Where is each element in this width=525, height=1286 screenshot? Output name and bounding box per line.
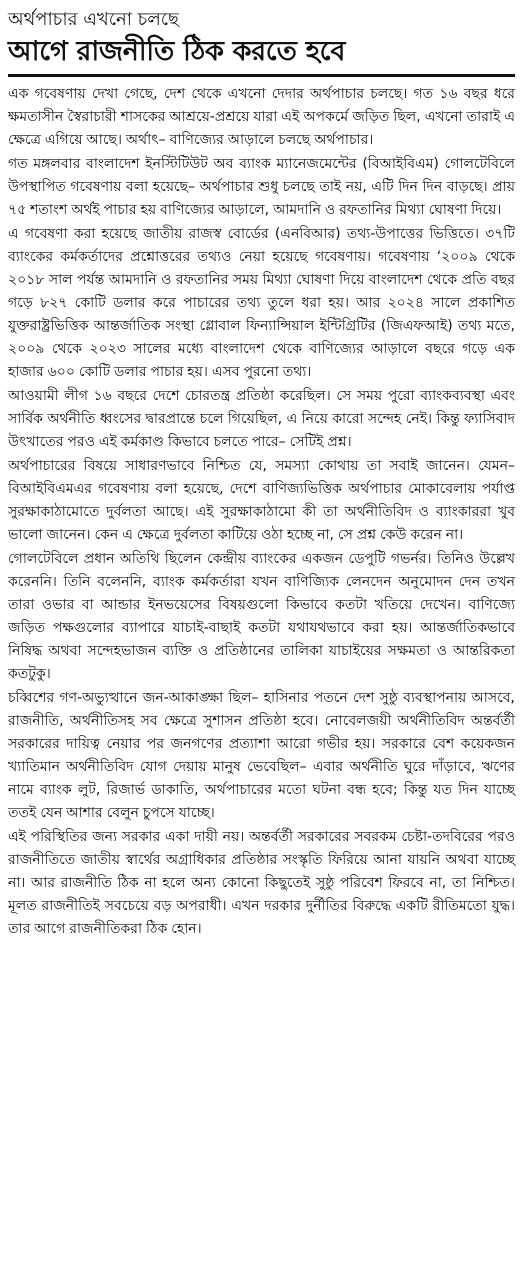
article-paragraph: চব্বিশের গণ-অভ্যুত্থানে জন-আকাঙ্ক্ষা ছিল– হাসিনার পতনে দেশ সুষ্ঠু ব্যবস্থাপনায় আসবে, রাজনীতি, অর্থনীতিসহ সব ক্ষেত্রে সুশাসন প্রতিষ্ঠা হবে। নোবেলজয়ী অর্থনীতিবিদ অন্তর্বর্তী সরকারের দায়িত্ব নেয়ার পর জনগণের প্রত্যাশা আরো গভীর হয়। সরকারে বেশ কয়েকজন খ্যাতিমান অর্থনীতিবিদ যোগ দেয়ায় মানুষ ভেবেছিল– এবার অর্থনীতি ঘুরে দাঁড়াবে, ঋণের নামে ব্যাংক লুট, রিজার্ভ ডাকাতি, অর্থপাচারের মতো ঘটনা বন্ধ হবে; কিন্তু যত দিন যাচ্ছে ততই যেন আশার বেলুন চুপসে যাচ্ছে। [8, 690, 515, 821]
article-headline: আগে রাজনীতি ঠিক করতে হবে [8, 36, 346, 67]
headline-divider [8, 74, 515, 77]
article-paragraph: এ গবেষণা করা হয়েছে জাতীয় রাজস্ব বোর্ডের (এনবিআর) তথ্য-উপাত্তের ভিত্তিতে। ৩৭টি ব্যাংকের কর্মকর্তাদের প্রশ্নোত্তরের তথ্যও নেয়া হয়েছে গবেষণায়। গবেষণায় ‘২০০৯ থেকে ২০১৮ সাল পর্যন্ত আমদানি ও রফতানির সময় মিথ্যা ঘোষণা দিয়ে বাংলাদেশ থেকে প্রতি বছর গড়ে ৮২৭ কোটি ডলার করে পাচারের তথ্য তুলে ধরা হয়। আর ২০২৪ সালে প্রকাশিত যুক্তরাষ্ট্রভিত্তিক আন্তর্জাতিক সংস্থা গ্লোবাল ফিন্যান্সিয়াল ইন্টিগ্রিটির (জিএফআই) তথ্য মতে, ২০০৯ থেকে ২০২৩ সালের মধ্যে বাংলাদেশ থেকে বাণিজ্যের আড়ালে বছরে গড়ে এক হাজার ৬০০ কোটি ডলার পাচার হয়। এসব পুরনো তথ্য। [8, 226, 515, 380]
article-paragraph: গত মঙ্গলবার বাংলাদেশ ইনস্টিটিউট অব ব্যাংক ম্যানেজমেন্টের (বিআইবিএম) গোলটেবিলে উপস্থাপিত গবেষণায় বলা হয়েছে– অর্থপাচার শুধু চলছে তাই নয়, এটি দিন দিন বাড়ছে। প্রায় ৭৫ শতাংশ অর্থই পাচার হয় বাণিজ্যের আড়ালে, আমদানি ও রফতানির মিথ্যা ঘোষণা দিয়ে। [8, 156, 515, 218]
article-paragraph: আওয়ামী লীগ ১৬ বছরে দেশে চোরতন্ত্র প্রতিষ্ঠা করেছিল। সে সময় পুরো ব্যাংকব্যবস্থা এবং সার্বিক অর্থনীতি ধ্বংসের দ্বারপ্রান্তে চলে গিয়েছিল, এ নিয়ে কারো সন্দেহ নেই। কিন্তু ফ্যাসিবাদ উৎখাতের পরও এই কর্মকাণ্ড কিভাবে চলতে পারে– সেটিই প্রশ্ন। [8, 388, 515, 450]
article-body [8, 83, 515, 941]
article-paragraph: গোলটেবিলে প্রধান অতিথি ছিলেন কেন্দ্রীয় ব্যাংকের একজন ডেপুটি গভর্নর। তিনিও উল্লেখ করেননি। তিনি বলেননি, ব্যাংক কর্মকর্তারা যখন বাণিজ্যিক লেনদেন অনুমোদন দেন তখন তারা ওভার বা আন্ডার ইনভয়েসের বিষয়গুলো কিভাবে কতটা খতিয়ে দেখেন। বাণিজ্যে জড়িত পক্ষগুলোর ব্যাপারে যাচাই-বাছাই কতটা যথাযথভাবে করা হয়। আন্তর্জাতিকভাবে নিষিদ্ধ অথবা সন্দেহভাজন ব্যক্তি ও প্রতিষ্ঠানের তালিকা যাচাইয়ের সক্ষমতা ও আন্তরিকতা কতটুকু। [8, 551, 515, 682]
article-paragraph: এক গবেষণায় দেখা গেছে, দেশ থেকে এখনো দেদার অর্থপাচার চলছে। গত ১৬ বছর ধরে ক্ষমতাসীন স্বৈরাচারী শাসকের আশ্রয়ে-প্রশ্রয়ে যারা এই অপকর্মে জড়িত ছিল, এখনো তারাই এ ক্ষেত্রে এগিয়ে আছে। অর্থাৎ– বাণিজ্যের আড়ালে চলছে অর্থপাচার। [8, 86, 515, 148]
article-paragraph: এই পরিস্থিতির জন্য সরকার একা দায়ী নয়। অন্তর্বর্তী সরকারের সবরকম চেষ্টা-তদবিরের পরও রাজনীতিতে জাতীয় স্বার্থের অগ্রাধিকার প্রতিষ্ঠার সংস্কৃতি ফিরিয়ে আনা যায়নি অথবা যাচ্ছে না। আর রাজনীতি ঠিক না হলে অন্য কোনো কিছুতেই সুষ্ঠু পরিবেশ ফিরবে না, তা নিশ্চিত। মূলত রাজনীতিই সবচেয়ে বড় অপরাধী। এখন দরকার দুর্নীতির বিরুদ্ধে একটি রীতিমতো যুদ্ধ। তার আগে রাজনীতিকরা ঠিক হোন। [8, 829, 515, 937]
article-paragraph: অর্থপাচারের বিষয়ে সাধারণভাবে নিশ্চিত যে, সমস্যা কোথায় তা সবাই জানেন। যেমন– বিআইবিএমএর গবেষণায় বলা হয়েছে, দেশে বাণিজ্যভিত্তিক অর্থপাচার মোকাবেলায় পর্যাপ্ত সুরক্ষাকাঠামোতে দুর্বলতা আছে। এই সুরক্ষাকাঠামো কী তা অর্থনীতিবিদ ও ব্যাংকাররা খুব ভালো জানেন। কেন এ ক্ষেত্রে দুর্বলতা কাটিয়ে ওঠা হচ্ছে না, সে প্রশ্ন কেউ করেন না। [8, 458, 515, 543]
article-kicker: অর্থপাচার এখনো চলছে [8, 9, 179, 30]
